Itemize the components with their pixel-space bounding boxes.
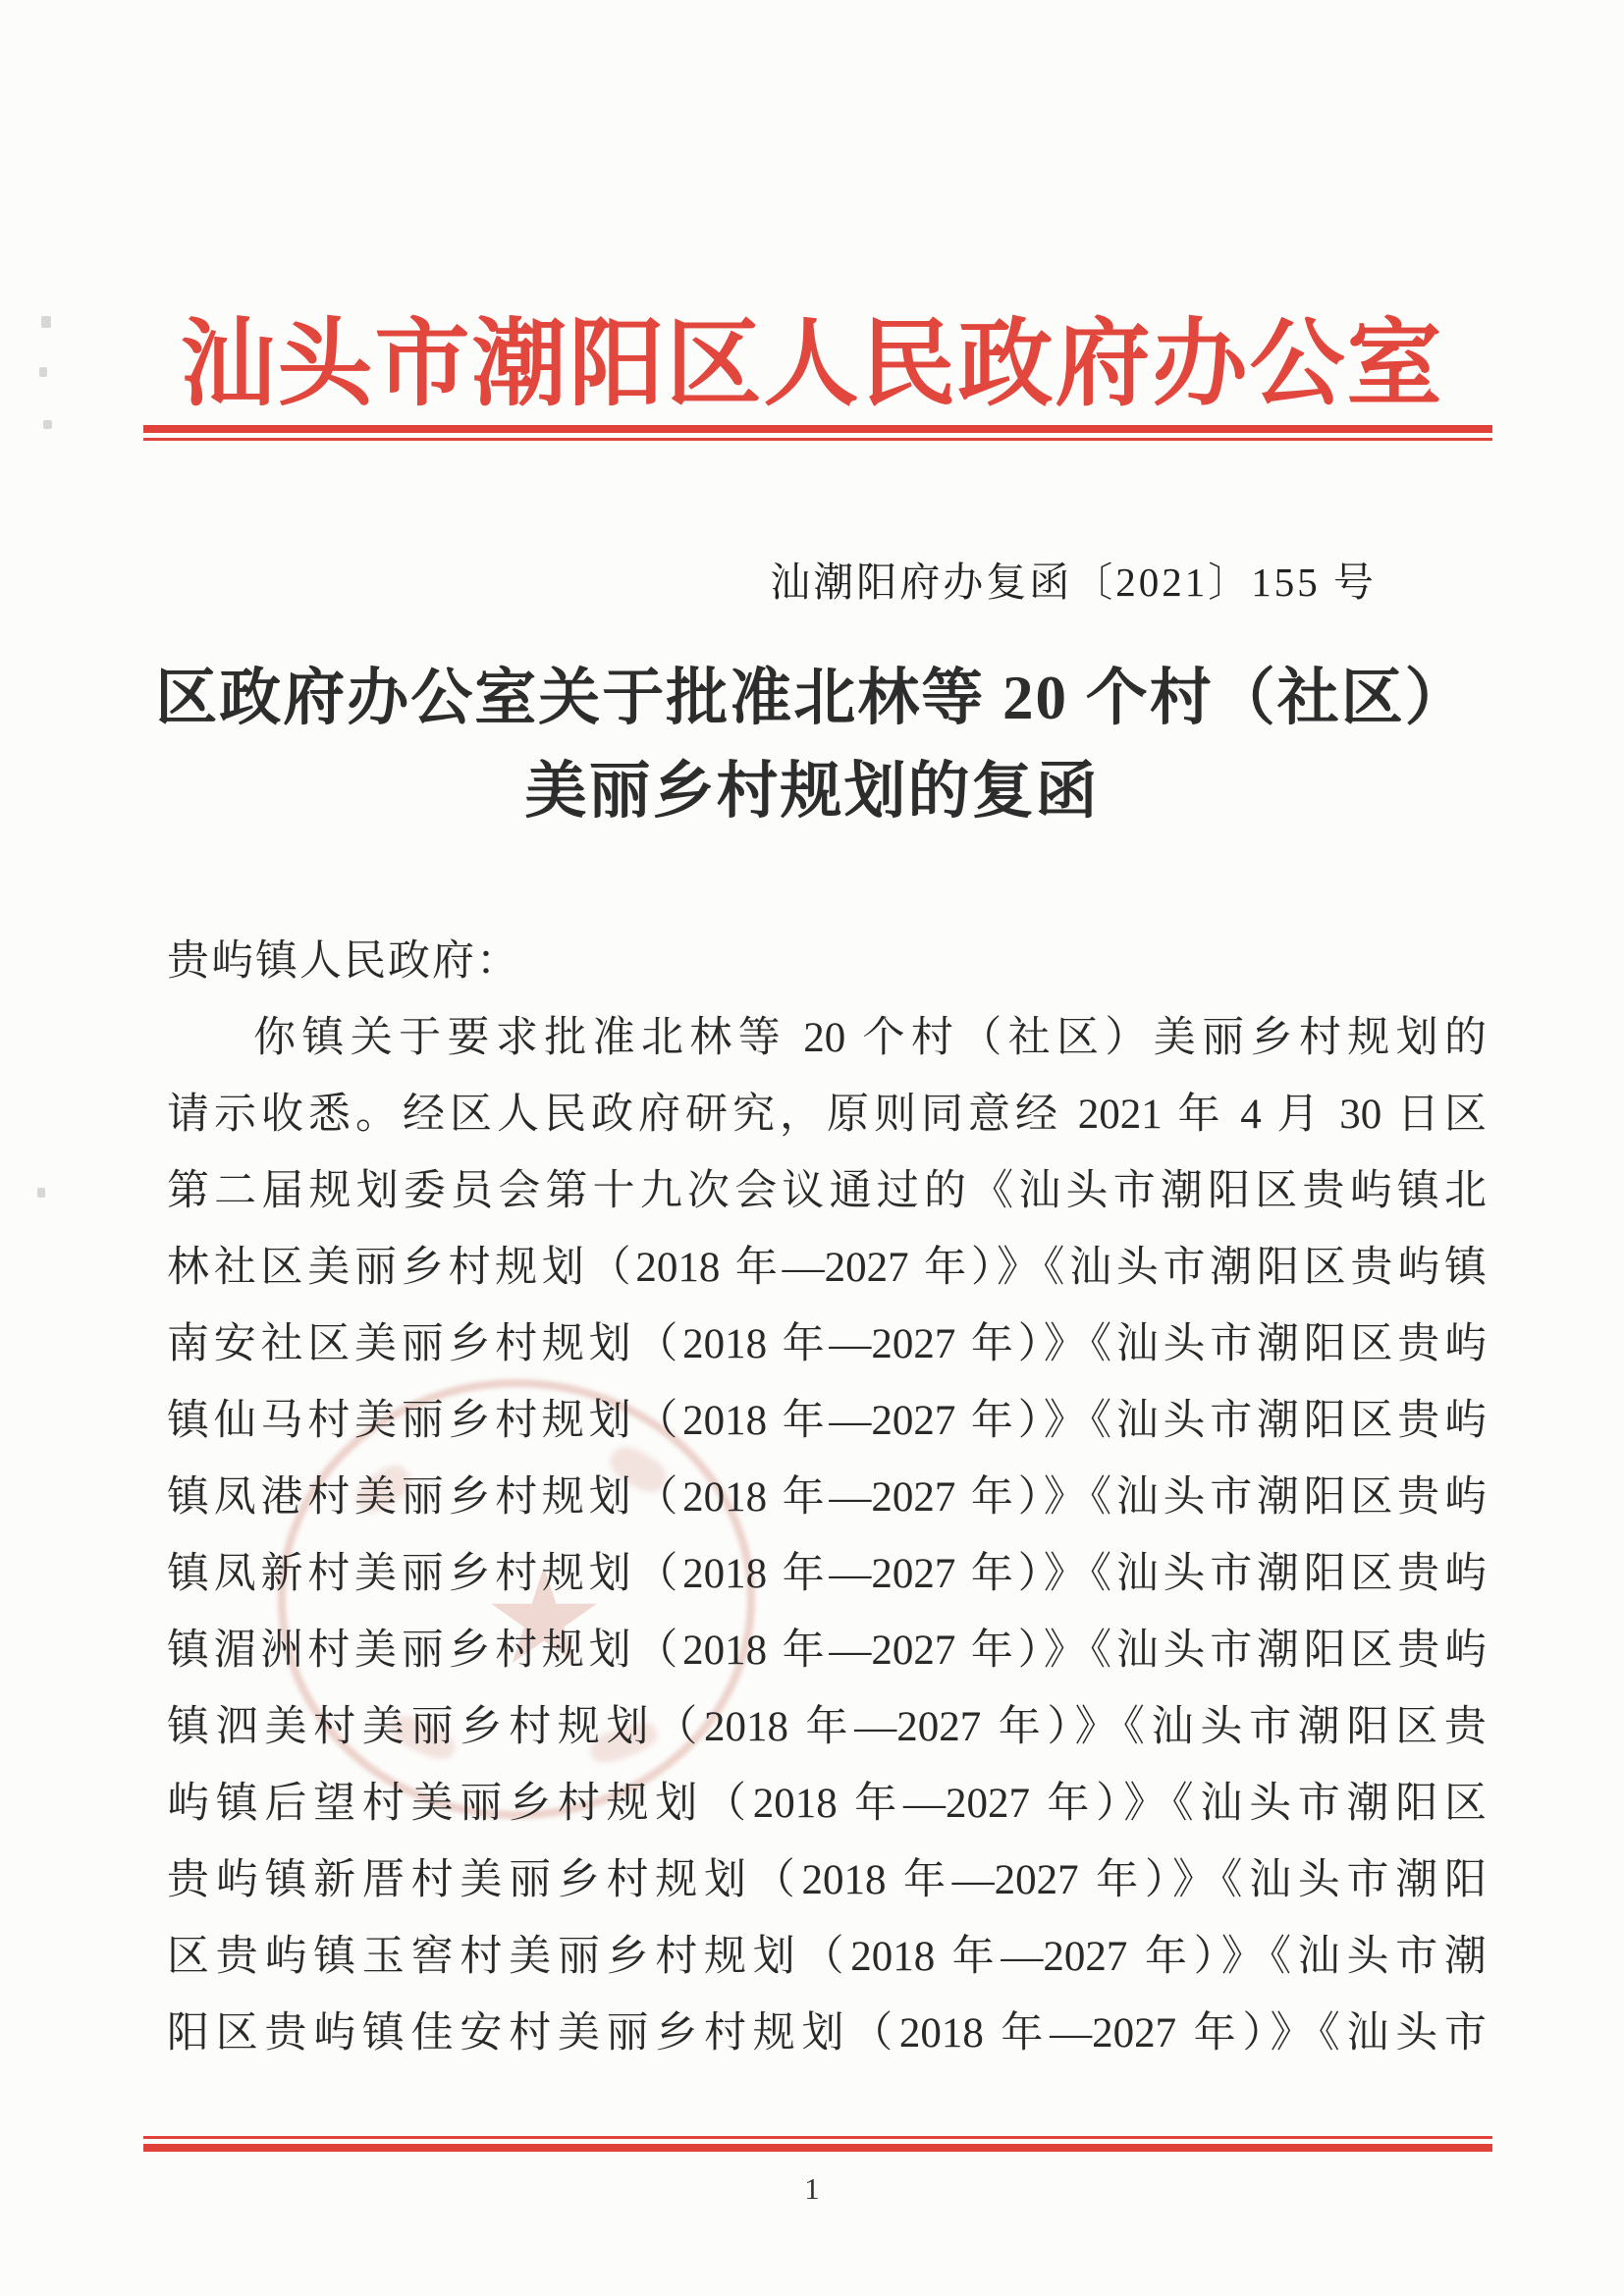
page-number: 1 <box>804 2171 820 2206</box>
document-title-line-2: 美丽乡村规划的复函 <box>524 757 1100 826</box>
header-rule-thick <box>143 425 1492 433</box>
footer-rule-thick <box>143 2144 1492 2152</box>
body-line: 镇仙马村美丽乡村规划（2018 年—2027 年）》《汕头市潮阳区贵屿 <box>167 1398 1487 1444</box>
body-line: 林社区美丽乡村规划（2018 年—2027 年）》《汕头市潮阳区贵屿镇 <box>167 1245 1487 1291</box>
document-title <box>0 652 1624 838</box>
body-line: 第二届规划委员会第十九次会议通过的《汕头市潮阳区贵屿镇北 <box>167 1168 1487 1214</box>
salutation: 贵屿镇人民政府： <box>167 938 520 985</box>
body-line: 镇凤港村美丽乡村规划（2018 年—2027 年）》《汕头市潮阳区贵屿 <box>167 1474 1487 1521</box>
document-title-line-1: 区政府办公室关于批准北林等 20 个村（社区） <box>155 664 1469 732</box>
header-rule-thin <box>143 438 1492 441</box>
body-line: 阳区贵屿镇佳安村美丽乡村规划（2018 年—2027 年）》《汕头市 <box>167 2010 1487 2056</box>
body-line: 区贵屿镇玉窖村美丽乡村规划（2018 年—2027 年）》《汕头市潮 <box>167 1934 1487 1980</box>
body-line: 镇湄洲村美丽乡村规划（2018 年—2027 年）》《汕头市潮阳区贵屿 <box>167 1628 1487 1674</box>
body-line: 你镇关于要求批准北林等 20 个村（社区）美丽乡村规划的 <box>253 1015 1487 1061</box>
body-line: 镇泗美村美丽乡村规划（2018 年—2027 年）》《汕头市潮阳区贵 <box>167 1704 1487 1750</box>
body-line: 南安社区美丽乡村规划（2018 年—2027 年）》《汕头市潮阳区贵屿 <box>167 1321 1487 1367</box>
body-line: 镇凤新村美丽乡村规划（2018 年—2027 年）》《汕头市潮阳区贵屿 <box>167 1551 1487 1597</box>
body-line: 屿镇后望村美丽乡村规划（2018 年—2027 年）》《汕头市潮阳区 <box>167 1781 1487 1827</box>
letterhead-org-name: 汕头市潮阳区人民政府办公室 <box>180 312 1444 417</box>
body-line: 贵屿镇新厝村美丽乡村规划（2018 年—2027 年）》《汕头市潮阳 <box>167 1857 1487 1903</box>
document-number: 汕潮阳府办复函〔2021〕155 号 <box>770 560 1377 605</box>
body-line: 请示收悉。经区人民政府研究，原则同意经 2021 年 4 月 30 日区 <box>167 1092 1487 1138</box>
scan-artifact <box>37 1188 45 1198</box>
document-body <box>167 924 1487 2072</box>
footer-rule-thin <box>143 2136 1492 2139</box>
